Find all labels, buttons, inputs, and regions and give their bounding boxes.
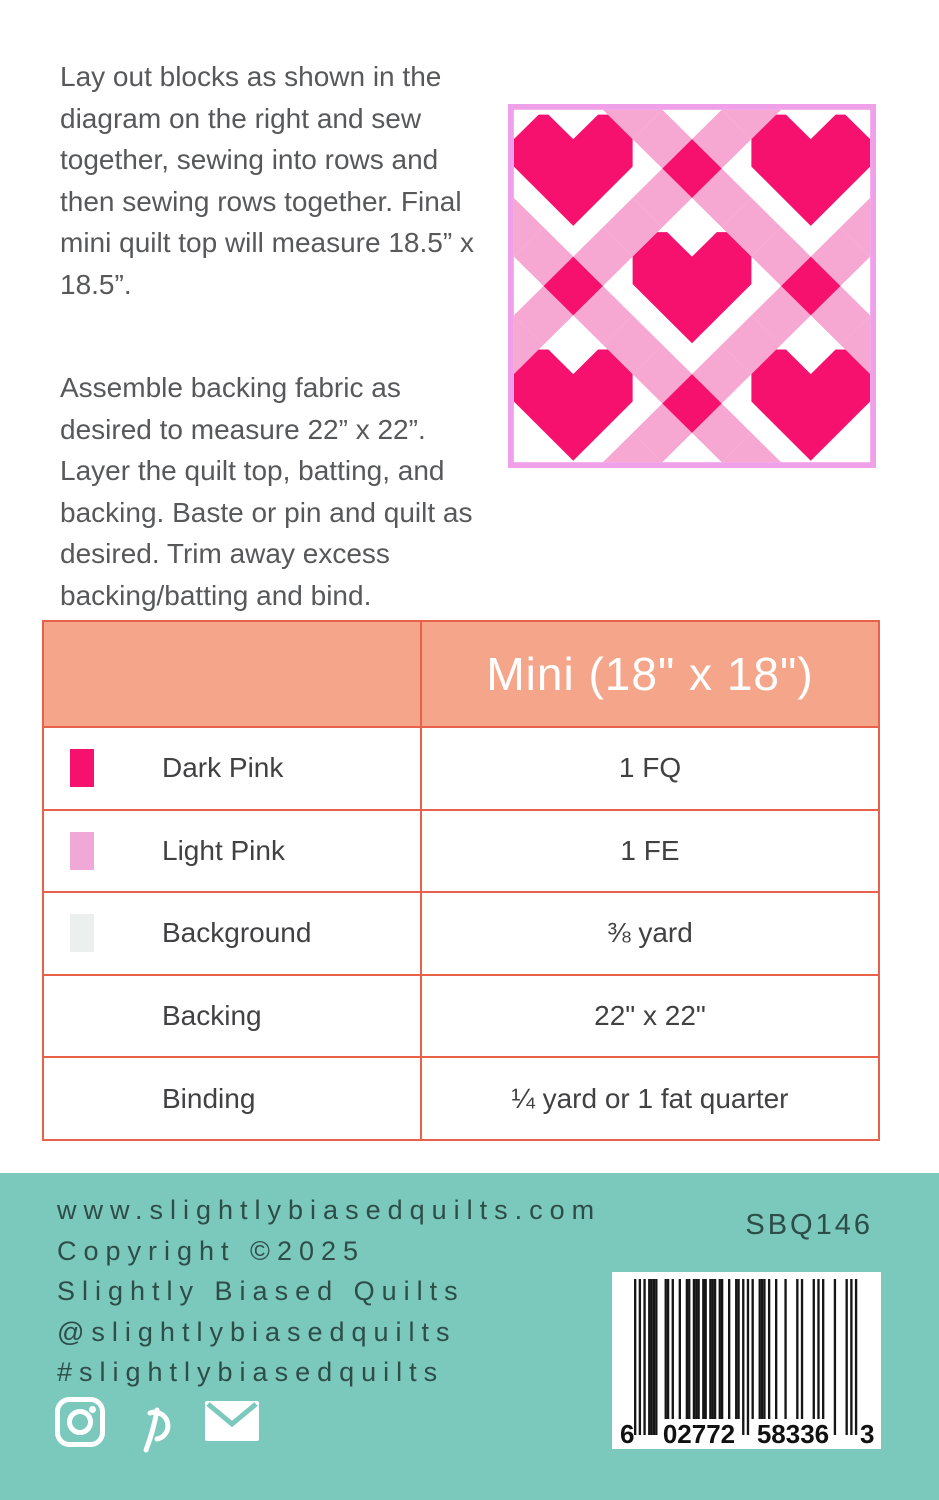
fabric-swatch <box>70 749 94 787</box>
pattern-number: SBQ146 <box>745 1209 873 1241</box>
social-icons <box>55 1394 259 1454</box>
fabric-swatch <box>70 832 94 870</box>
fabric-label: Binding <box>162 1082 256 1114</box>
yardage-cell: 1 FQ <box>618 752 682 784</box>
table-header-row <box>44 622 878 726</box>
yardage-cell: 1 FE <box>620 834 680 866</box>
quilt-blocks <box>508 104 876 468</box>
materials-table <box>42 620 880 1141</box>
table-header-fabric-cell <box>44 622 422 726</box>
footer-line: @slightlybiasedquilts <box>57 1316 457 1347</box>
fabric-label: Dark Pink <box>162 752 284 784</box>
yardage-cell: ¼ yard or 1 fat quarter <box>511 1082 789 1114</box>
table-row <box>44 891 878 974</box>
footer <box>0 1173 939 1500</box>
footer-line: Copyright ©2025 <box>57 1235 366 1266</box>
fabric-label: Light Pink <box>162 834 285 866</box>
email-icon[interactable] <box>205 1401 259 1443</box>
fabric-label: Backing <box>162 1000 262 1032</box>
footer-text-lines <box>57 1190 601 1393</box>
barcode-left-digits: 02772 <box>662 1419 736 1449</box>
fabric-cell <box>44 1058 422 1139</box>
instructions-paragraph-layout: Lay out blocks as shown in the diagram on the right and sew together, sewing into rows and then sewing rows together. Final mini quilt top will measure 18.5” x 18.5”. <box>60 61 474 300</box>
yardage-cell: 22" x 22" <box>594 1000 706 1032</box>
fabric-label: Background <box>162 917 312 949</box>
table-row <box>44 726 878 809</box>
table-row <box>44 974 878 1057</box>
barcode <box>612 1272 881 1449</box>
pinterest-icon[interactable] <box>132 1394 178 1454</box>
quilt-diagram <box>508 104 876 468</box>
barcode-prefix-digit: 6 <box>620 1419 635 1449</box>
fabric-cell <box>44 893 422 974</box>
table-row <box>44 809 878 892</box>
fabric-cell <box>44 811 422 892</box>
instructions-paragraph-finishing: Assemble backing fabric as desired to measure 22” x 22”. Layer the quilt top, batting, and backing. Baste or pin and quilt as desired. Trim away excess backing/batting and bind. <box>60 372 473 611</box>
table-row <box>44 1056 878 1139</box>
table-header-size-cell: Mini (18" x 18") <box>486 648 814 700</box>
fabric-swatch <box>70 914 94 952</box>
instructions-block <box>60 56 500 616</box>
instagram-icon[interactable] <box>55 1394 105 1450</box>
barcode-right-digits: 58336 <box>756 1419 830 1449</box>
footer-line: #slightlybiasedquilts <box>57 1357 445 1387</box>
barcode-check-digit: 3 <box>860 1419 875 1449</box>
footer-line: Slightly Biased Quilts <box>57 1276 465 1306</box>
yardage-cell: ⅜ yard <box>607 917 693 949</box>
fabric-cell <box>44 976 422 1057</box>
footer-line: www.slightlybiasedquilts.com <box>57 1195 602 1225</box>
fabric-cell <box>44 728 422 809</box>
